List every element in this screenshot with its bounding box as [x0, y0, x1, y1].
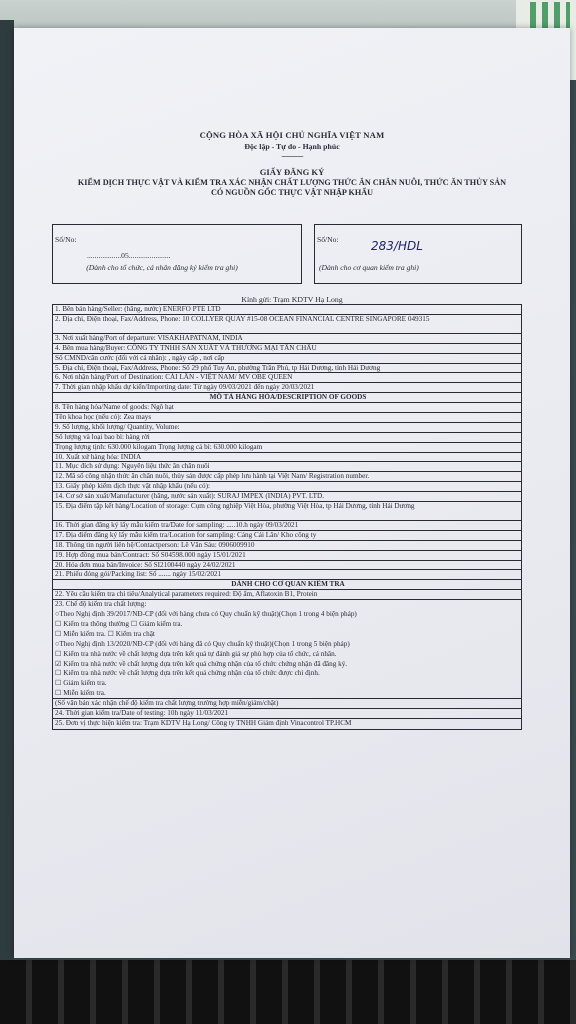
- table-row: 2. Địa chỉ, Điện thoại, Fax/Address, Phone: 10 COLLYER QUAY #15-08 OCEAN FINANCIAL CENTRE SINGAPORE 049315: [53, 315, 521, 334]
- table-row: 17. Địa điểm đăng ký lấy mẫu kiểm tra/Location for sampling: Cảng Cái Lân/ Kho công ty: [53, 531, 521, 541]
- divider-dashes: ----------------: [281, 152, 303, 160]
- number-label: Số/No:: [55, 235, 77, 244]
- table-row: 12. Mã số công nhận thức ăn chăn nuôi, thủy sản được cấp phép lưu hành tại Việt Nam/ Registration number.: [53, 472, 521, 482]
- registrant-number: ..................05......................: [87, 251, 171, 260]
- table-row: Trọng lượng tịnh: 630.000 kilogam Trọng lượng cả bì: 630.000 kilogam: [53, 443, 521, 453]
- addressee: Kính gửi: Trạm KDTV Hạ Long: [241, 295, 343, 304]
- table-row: ☑ Kiểm tra nhà nước về chất lượng dựa trên kết quả chứng nhận của tổ chức chứng nhận đã đăng ký.: [55, 659, 348, 668]
- table-row: 6. Nơi nhận hàng/Port of Destination: CÁI LÂN - VIỆT NAM/ MV OBE QUEEN: [53, 373, 521, 383]
- authority-note: (Dành cho cơ quan kiểm tra ghi): [319, 263, 419, 272]
- table-row: ☐ Miễn kiểm tra. ☐ Kiểm tra chặt: [55, 629, 155, 638]
- form-subtitle: KIỂM DỊCH THỰC VẬT VÀ KIỂM TRA XÁC NHẬN CHẤT LƯỢNG THỨC ĂN CHĂN NUÔI, THỨC ĂN THỦY SẢN CÓ NGUỒN GỐC THỰC VẬT NHẬP KHẨU: [77, 178, 507, 197]
- background-keyboard: [0, 960, 576, 1024]
- table-row: Tên khoa học (nếu có): Zea mays: [53, 413, 521, 423]
- background-edge: [0, 20, 14, 970]
- table-row: Số CMND/căn cước (đối với cá nhân): , ngày cấp , nơi cấp: [53, 354, 521, 364]
- table-row: 16. Thời gian đăng ký lấy mẫu kiểm tra/Date for sampling: .....10.h ngày 09/03/2021: [53, 521, 521, 531]
- table-row: ☐ Kiểm tra thông thường ☐ Giảm kiểm tra.: [55, 619, 183, 628]
- section-heading: DÀNH CHO CƠ QUAN KIỂM TRA: [53, 580, 521, 590]
- table-row: 10. Xuất xứ hàng hóa: INDIA: [53, 453, 521, 463]
- table-row: ☐ Kiểm tra nhà nước về chất lượng dựa trên kết quả chứng nhận của tổ chức được chỉ định.: [55, 669, 320, 678]
- table-row: (Số văn bản xác nhận chế độ kiểm tra chất lượng trường hợp miễn/giảm/chặt): [53, 699, 521, 709]
- table-row: 24. Thời gian kiểm tra/Date of testing: 10h ngày 11/03/2021: [53, 709, 521, 719]
- table-row: 14. Cơ sở sản xuất/Manufacturer (hãng, nước sản xuất): SURAJ IMPEX (INDIA) PVT. LTD.: [53, 492, 521, 502]
- table-row: 11. Mục đích sử dụng: Nguyên liệu thức ăn chăn nuôi: [53, 462, 521, 472]
- table-row: 5. Địa chỉ, Điện thoại, Fax/Address, Phone: Số 29 phố Tuy An, phường Trần Phú, tp Hải Dương, tỉnh Hải Dương: [53, 364, 521, 374]
- table-row: 3. Nơi xuất hàng/Port of departure: VISAKHAPATNAM, INDIA: [53, 334, 521, 344]
- table-row: Số lượng và loại bao bì: hàng rời: [53, 433, 521, 443]
- table-row: 7. Thời gian nhập khẩu dự kiến/Importing date: Từ ngày 09/03/2021 đến ngày 20/03/2021: [53, 383, 521, 393]
- table-row: 9. Số lượng, khối lượng/ Quantity, Volume:: [53, 423, 521, 433]
- table-row: ☐ Giảm kiểm tra.: [55, 679, 107, 688]
- handwritten-number: 283/HDL: [371, 239, 423, 253]
- table-row: 1. Bên bán hàng/Seller: (hãng, nước) ENERFO PTE LTD: [53, 305, 521, 315]
- table-row: ○Theo Nghị định 13/2020/NĐ-CP (đối với hàng đã có Quy chuẩn kỹ thuật)(Chọn 1 trong 5 biện pháp): [55, 639, 350, 648]
- registrant-note: (Dành cho tổ chức, cá nhân đăng ký kiểm tra ghi): [86, 263, 238, 272]
- authority-number-box: [314, 224, 522, 284]
- table-row: 18. Thông tin người liên hệ/Contactperson: Lê Văn Sáu: 0906009910: [53, 541, 521, 551]
- registrant-number-box: [52, 224, 302, 284]
- document-page: [14, 28, 570, 958]
- table-row: 23. Chế độ kiểm tra chất lượng:: [55, 600, 147, 609]
- nation-heading: CỘNG HÒA XÃ HỘI CHỦ NGHĨA VIỆT NAM: [199, 130, 385, 140]
- form-title: GIẤY ĐĂNG KÝ: [259, 167, 325, 177]
- table-row: ☐ Kiểm tra nhà nước về chất lượng dựa trên kết quả tự đánh giá sự phù hợp của tổ chức, cá nhân.: [55, 649, 337, 658]
- table-row: 20. Hóa đơn mua bán/Invoice: Số SI2100440 ngày 24/02/2021: [53, 561, 521, 571]
- table-row: 13. Giấy phép kiểm dịch thực vật nhập khẩu (nếu có):: [53, 482, 521, 492]
- table-row: 4. Bên mua hàng/Buyer: CÔNG TY TNHH SẢN XUẤT VÀ THƯƠNG MẠI TÂN CHÂU: [53, 344, 521, 354]
- number-label: Số/No:: [317, 235, 339, 244]
- table-row: 25. Đơn vị thực hiện kiểm tra: Trạm KDTV Hạ Long/ Công ty TNHH Giám định Vinacontrol TP.HCM: [55, 718, 352, 727]
- registration-table: [52, 304, 522, 730]
- section-heading: MÔ TẢ HÀNG HÓA/DESCRIPTION OF GOODS: [53, 393, 521, 403]
- table-row: ○Theo Nghị định 39/2017/NĐ-CP (đối với hàng chưa có Quy chuẩn kỹ thuật)(Chọn 1 trong 4 biện pháp): [55, 610, 357, 619]
- table-row: 21. Phiếu đóng gói/Packing list: Số ....... ngày 15/02/2021: [53, 570, 521, 580]
- table-row: ☐ Miễn kiểm tra.: [53, 689, 521, 699]
- table-row: 8. Tên hàng hóa/Name of goods: Ngô hạt: [53, 403, 521, 413]
- table-row: 15. Địa điểm tập kết hàng/Location of storage: Cụm công nghiệp Việt Hòa, phường Việt Hòa, tp Hải Dương, tỉnh Hải Dương: [53, 502, 521, 521]
- table-row: 22. Yêu cầu kiểm tra chỉ tiêu/Analytical parameters required: Độ ẩm, Aflatoxin B1, Protein: [53, 590, 521, 600]
- motto: Độc lập - Tự do - Hạnh phúc: [244, 142, 340, 151]
- table-row: 19. Hợp đồng mua bán/Contract: Số S04598.000 ngày 15/01/2021: [53, 551, 521, 561]
